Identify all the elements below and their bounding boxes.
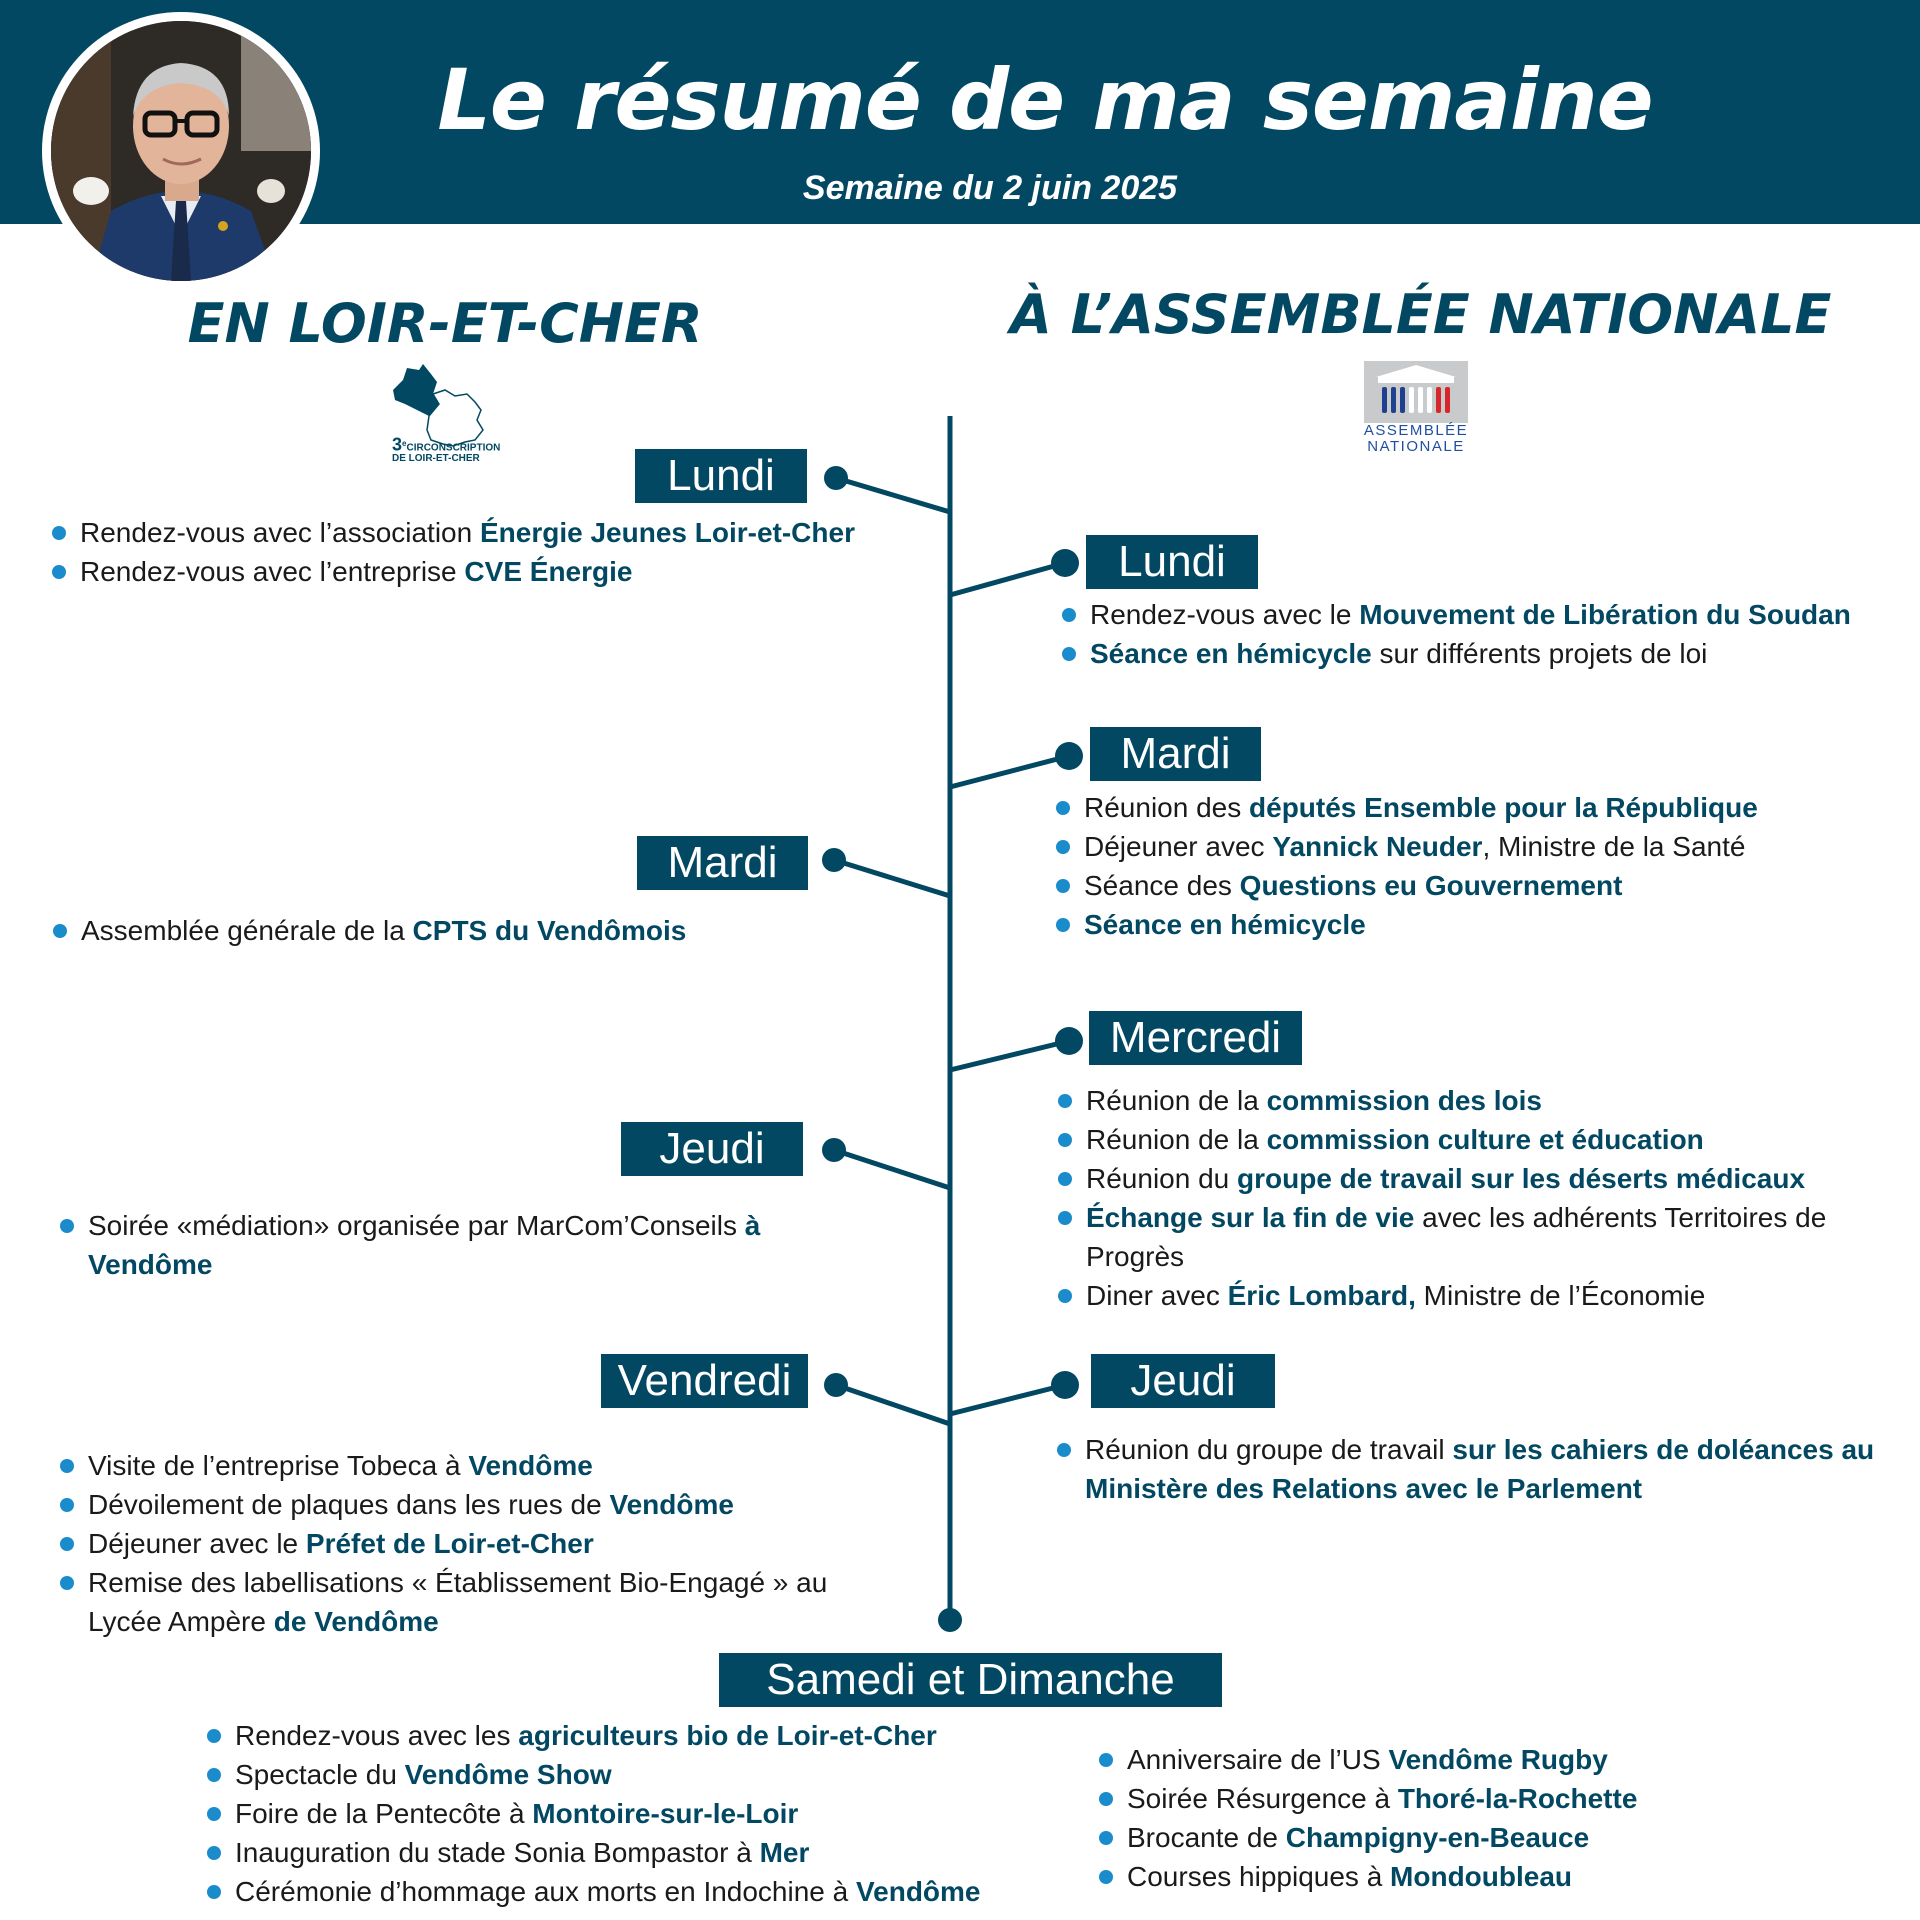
left-jeudi-list [60,1206,830,1284]
list-item: Réunion de la commission des lois [1058,1081,1878,1120]
list-item: Assemblée générale de la CPTS du Vendômois [53,911,686,950]
list-item: Dévoilement de plaques dans les rues de Vendôme [60,1485,850,1524]
timeline-connector [836,478,950,512]
right-day-mercredi: Mercredi [1089,1011,1302,1065]
timeline-connector [950,1041,1069,1070]
list-item: Réunion du groupe de travail sur les cahiers de doléances au Ministère des Relations avec le Parlement [1057,1430,1887,1508]
left-lundi-list [52,513,855,591]
timeline-node [1055,742,1083,770]
timeline-connector [834,860,950,896]
left-vendredi-list [60,1446,850,1641]
timeline-node [1055,1027,1083,1055]
list-item: Soirée «médiation» organisée par MarCom’Conseils à Vendôme [60,1206,830,1284]
right-lundi-list [1062,595,1851,673]
list-item: Rendez-vous avec l’entreprise CVE Énergie [52,552,855,591]
left-day-mardi: Mardi [637,836,808,890]
weekend-day-box: Samedi et Dimanche [719,1653,1222,1707]
weekend-left-list [207,1716,981,1911]
assemblee-nationale-logo [1364,361,1468,423]
circonscription-logo-text: 3eCIRCONSCRIPTION DE LOIR-ET-CHER [392,434,501,465]
timeline-connector [834,1150,950,1188]
list-item: Réunion du groupe de travail sur les déserts médicaux [1058,1159,1878,1198]
timeline-connector [950,563,1065,595]
timeline-node [824,466,848,490]
assemblee-nationale-logo-text: ASSEMBLÉE NATIONALE [1363,422,1469,455]
left-mardi-list [53,911,686,950]
list-item: Brocante de Champigny-en-Beauce [1099,1818,1637,1857]
timeline-connector [950,1385,1065,1414]
list-item: Cérémonie d’hommage aux morts en Indochine à Vendôme [207,1872,981,1911]
timeline-connector [950,756,1069,787]
right-mercredi-list [1058,1081,1878,1315]
timeline-node [824,1373,848,1397]
timeline-end-node [938,1608,962,1632]
page-title: Le résumé de ma semaine [437,51,1653,149]
list-item: Visite de l’entreprise Tobeca à Vendôme [60,1446,850,1485]
right-jeudi-list [1057,1430,1887,1508]
list-item: Séance en hémicycle [1056,905,1758,944]
list-item: Anniversaire de l’US Vendôme Rugby [1099,1740,1637,1779]
timeline-node [822,848,846,872]
list-item: Échange sur la fin de vie avec les adhérents Territoires de Progrès [1058,1198,1878,1276]
left-day-lundi: Lundi [635,449,807,503]
left-column-heading: EN LOIR-ET-CHER [187,292,703,355]
list-item: Remise des labellisations « Établissement Bio-Engagé » au Lycée Ampère de Vendôme [60,1563,850,1641]
timeline-connector [836,1385,950,1424]
list-item: Inauguration du stade Sonia Bompastor à Mer [207,1833,981,1872]
list-item: Diner avec Éric Lombard, Ministre de l’Économie [1058,1276,1878,1315]
right-day-mardi: Mardi [1090,727,1261,781]
list-item: Séance des Questions eu Gouvernement [1056,866,1758,905]
timeline-node [1051,1371,1079,1399]
list-item: Courses hippiques à Mondoubleau [1099,1857,1637,1896]
right-mardi-list [1056,788,1758,944]
list-item: Rendez-vous avec les agriculteurs bio de Loir-et-Cher [207,1716,981,1755]
list-item: Déjeuner avec Yannick Neuder, Ministre de la Santé [1056,827,1758,866]
list-item: Foire de la Pentecôte à Montoire-sur-le-Loir [207,1794,981,1833]
right-column-heading: À L’ASSEMBLÉE NATIONALE [1010,283,1832,346]
weekend-right-list [1099,1740,1637,1896]
list-item: Rendez-vous avec le Mouvement de Libération du Soudan [1062,595,1851,634]
page-subtitle: Semaine du 2 juin 2025 [802,169,1178,207]
list-item: Séance en hémicycle sur différents projets de loi [1062,634,1851,673]
timeline-node [1051,549,1079,577]
list-item: Rendez-vous avec l’association Énergie Jeunes Loir-et-Cher [52,513,855,552]
portrait-image [51,21,311,281]
list-item: Réunion des députés Ensemble pour la République [1056,788,1758,827]
left-day-vendredi: Vendredi [601,1354,808,1408]
timeline-node [822,1138,846,1162]
deputy-portrait [42,12,320,290]
list-item: Réunion de la commission culture et éducation [1058,1120,1878,1159]
list-item: Soirée Résurgence à Thoré-la-Rochette [1099,1779,1637,1818]
list-item: Déjeuner avec le Préfet de Loir-et-Cher [60,1524,850,1563]
list-item: Spectacle du Vendôme Show [207,1755,981,1794]
left-day-jeudi: Jeudi [621,1122,803,1176]
right-day-lundi: Lundi [1086,535,1258,589]
right-day-jeudi: Jeudi [1091,1354,1275,1408]
